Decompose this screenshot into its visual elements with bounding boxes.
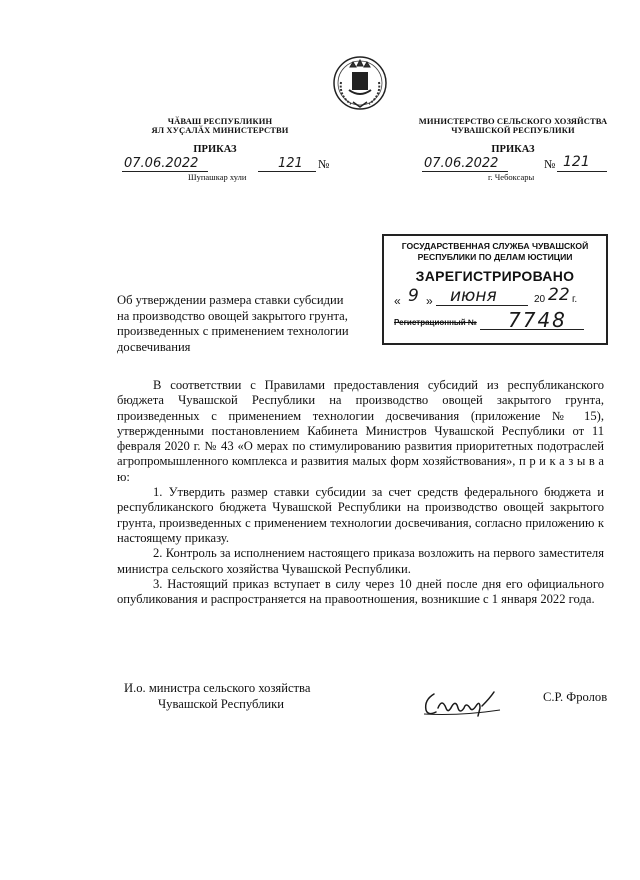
body-item-1: 1. Утвердить размер ставки субсидии за счет средств федерального бюджета и республиканского бюджета Чувашской Республики на производство овощей закрытого грунта, произведенных с применением технологии досвечивания, согласно приложению к настоящему приказу. xyxy=(117,485,604,545)
header-left-line2: ЯЛ ХУҪАЛӐХ МИНИСТЕРСТВИ xyxy=(151,125,289,135)
stamp-org-line1: ГОСУДАРСТВЕННАЯ СЛУЖБА ЧУВАШСКОЙ xyxy=(401,241,589,251)
stamp-quote-close: » xyxy=(426,294,433,308)
stamp-quote-open: « xyxy=(394,294,401,308)
header-right-line1: МИНИСТЕРСТВО СЕЛЬСКОГО ХОЗЯЙСТВА xyxy=(418,116,608,126)
stamp-day: 9 xyxy=(408,286,419,306)
stamp-year-prefix: 20 xyxy=(534,294,546,305)
stamp-reg-row xyxy=(384,310,606,336)
handwritten-signature xyxy=(420,686,502,720)
signatory-position-line2: Чувашской Республики xyxy=(158,697,284,711)
header-right-date-line xyxy=(422,157,508,172)
stamp-year-letter: г. xyxy=(572,294,578,305)
header-right-no-sign: № xyxy=(544,157,556,171)
header-right-line2: ЧУВАШСКОЙ РЕСПУБЛИКИ xyxy=(451,125,575,135)
header-right-city: г. Чебоксары xyxy=(488,172,535,182)
body-item-2: 2. Контроль за исполнением настоящего приказа возложить на первого заместителя министра сельского хозяйства Чувашской Республики. xyxy=(117,546,604,576)
document-title-line3: произведенных с применением технологии xyxy=(117,324,349,338)
signatory-position-line1: И.о. министра сельского хозяйства xyxy=(124,681,311,695)
header-left-date-line xyxy=(122,157,208,172)
document-title xyxy=(117,293,377,355)
coat-of-arms-emblem xyxy=(331,52,389,112)
signature-icon xyxy=(420,686,502,720)
document-title-line1: Об утверждении размера ставки субсидии xyxy=(117,293,344,307)
header-left-line1: ЧӐВАШ РЕСПУБЛИКИН xyxy=(167,116,273,126)
header-right-number: 121 xyxy=(563,154,590,170)
header-right-number-line xyxy=(557,154,607,172)
document-title-line4: досвечивания xyxy=(117,339,191,354)
stamp-status: ЗАРЕГИСТРИРОВАНО xyxy=(415,268,575,284)
stamp-month: июня xyxy=(450,286,497,306)
header-left-number: 121 xyxy=(278,156,303,171)
header-right-date: 07.06.2022 xyxy=(424,156,499,171)
document-body xyxy=(117,378,604,607)
header-left-number-line xyxy=(258,157,316,172)
body-preamble: В соответствии с Правилами предоставления субсидий из республиканского бюджета Чувашской Республики на производство овощей закрытого грунта, произведенных с применением технологии досвечивания (приложение № 15), утвержденными постановлением Кабинета Министров Чувашской Республики от 11 февраля 2020 г. № 43 «О мерах по стимулированию развития приоритетных подотраслей агропромышленного комплекса и развития малых форм хозяйствования», п р и к а з ы в а ю: xyxy=(117,378,604,484)
stamp-org-line2: РЕСПУБЛИКИ ПО ДЕЛАМ ЮСТИЦИИ xyxy=(417,251,573,262)
header-left-no-sign: № xyxy=(318,157,330,171)
stamp-year-suffix: 22 xyxy=(548,285,570,305)
chuvash-coat-of-arms-icon xyxy=(331,52,389,112)
header-left-date: 07.06.2022 xyxy=(124,156,199,171)
header-left-city: Шупашкар хули xyxy=(188,172,247,182)
document-title-line2: на производство овощей закрытого грунта, xyxy=(117,308,348,323)
header-right-order-title: ПРИКАЗ xyxy=(491,144,535,155)
body-item-3: 3. Настоящий приказ вступает в силу через 10 дней после дня его официального опубликования и распространяется на правоотношения, возникшие с 1 января 2022 года. xyxy=(117,576,604,607)
stamp-date-row xyxy=(384,285,606,310)
stamp-reg-label: Регистрационный № xyxy=(394,318,477,327)
signatory-name: С.Р. Фролов xyxy=(543,690,608,704)
registration-stamp xyxy=(382,234,608,345)
header-left-order-title: ПРИКАЗ xyxy=(193,144,237,155)
stamp-reg-number: 7748 xyxy=(508,308,567,332)
